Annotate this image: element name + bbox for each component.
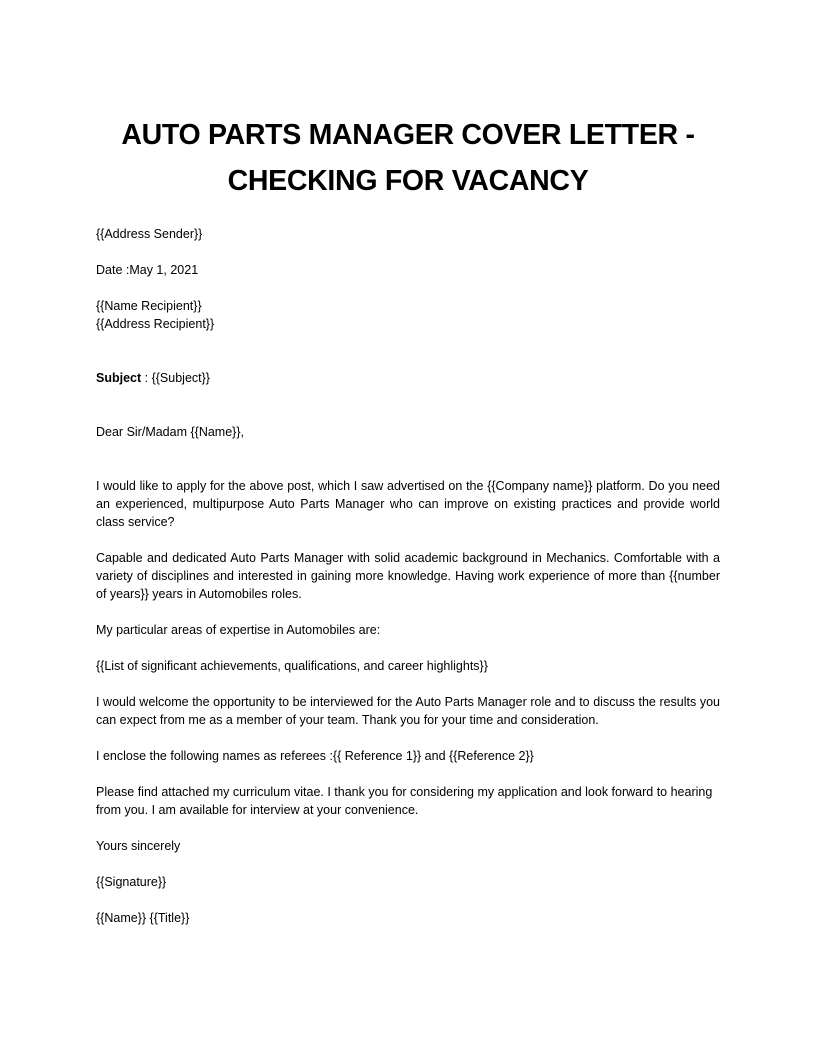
document-page — [96, 112, 720, 927]
letter-date: Date :May 1, 2021 — [96, 263, 199, 277]
sender-address: {{Address Sender}} — [96, 227, 203, 241]
title-line-2: CHECKING FOR VACANCY — [227, 165, 589, 197]
title-line-1: AUTO PARTS MANAGER COVER LETTER - — [121, 119, 695, 151]
subject-label: Subject — [96, 371, 142, 385]
paragraph-referees: I enclose the following names as referees :{{ Reference 1}} and {{Reference 2}} — [96, 749, 534, 763]
paragraph-expertise-intro: My particular areas of expertise in Automobiles are: — [96, 623, 381, 637]
salutation: Dear Sir/Madam {{Name}}, — [96, 425, 244, 439]
paragraph-achievements: {{List of significant achievements, qualifications, and career highlights}} — [96, 659, 488, 673]
recipient-name: {{Name Recipient}} — [96, 299, 202, 313]
paragraph-intro: I would like to apply for the above post, which I saw advertised on the {{Company name}} platform. Do you need an experienced, multipurpose Auto Parts Manager who can improve on existing practices and provide world class service? — [96, 479, 720, 529]
recipient-address: {{Address Recipient}} — [96, 317, 215, 331]
signature: {{Signature}} — [96, 875, 167, 889]
paragraph-closing: Please find attached my curriculum vitae. I thank you for considering my application and look forward to hearing from you. I am available for interview at your convenience. — [96, 785, 713, 817]
paragraph-profile: Capable and dedicated Auto Parts Manager with solid academic background in Mechanics. Comfortable with a variety of disciplines and interested in gaining more knowledge. Having work experience of more than {{number of years}} years in Automobiles roles. — [96, 551, 720, 601]
paragraph-interview: I would welcome the opportunity to be interviewed for the Auto Parts Manager role and to discuss the results you can expect from me as a member of your team. Thank you for your time and consideration. — [96, 695, 720, 727]
subject-value: : {{Subject}} — [141, 371, 210, 385]
sign-off: Yours sincerely — [96, 839, 181, 853]
name-title: {{Name}} {{Title}} — [96, 911, 190, 925]
subject-line — [96, 369, 720, 387]
document-title — [96, 112, 720, 204]
